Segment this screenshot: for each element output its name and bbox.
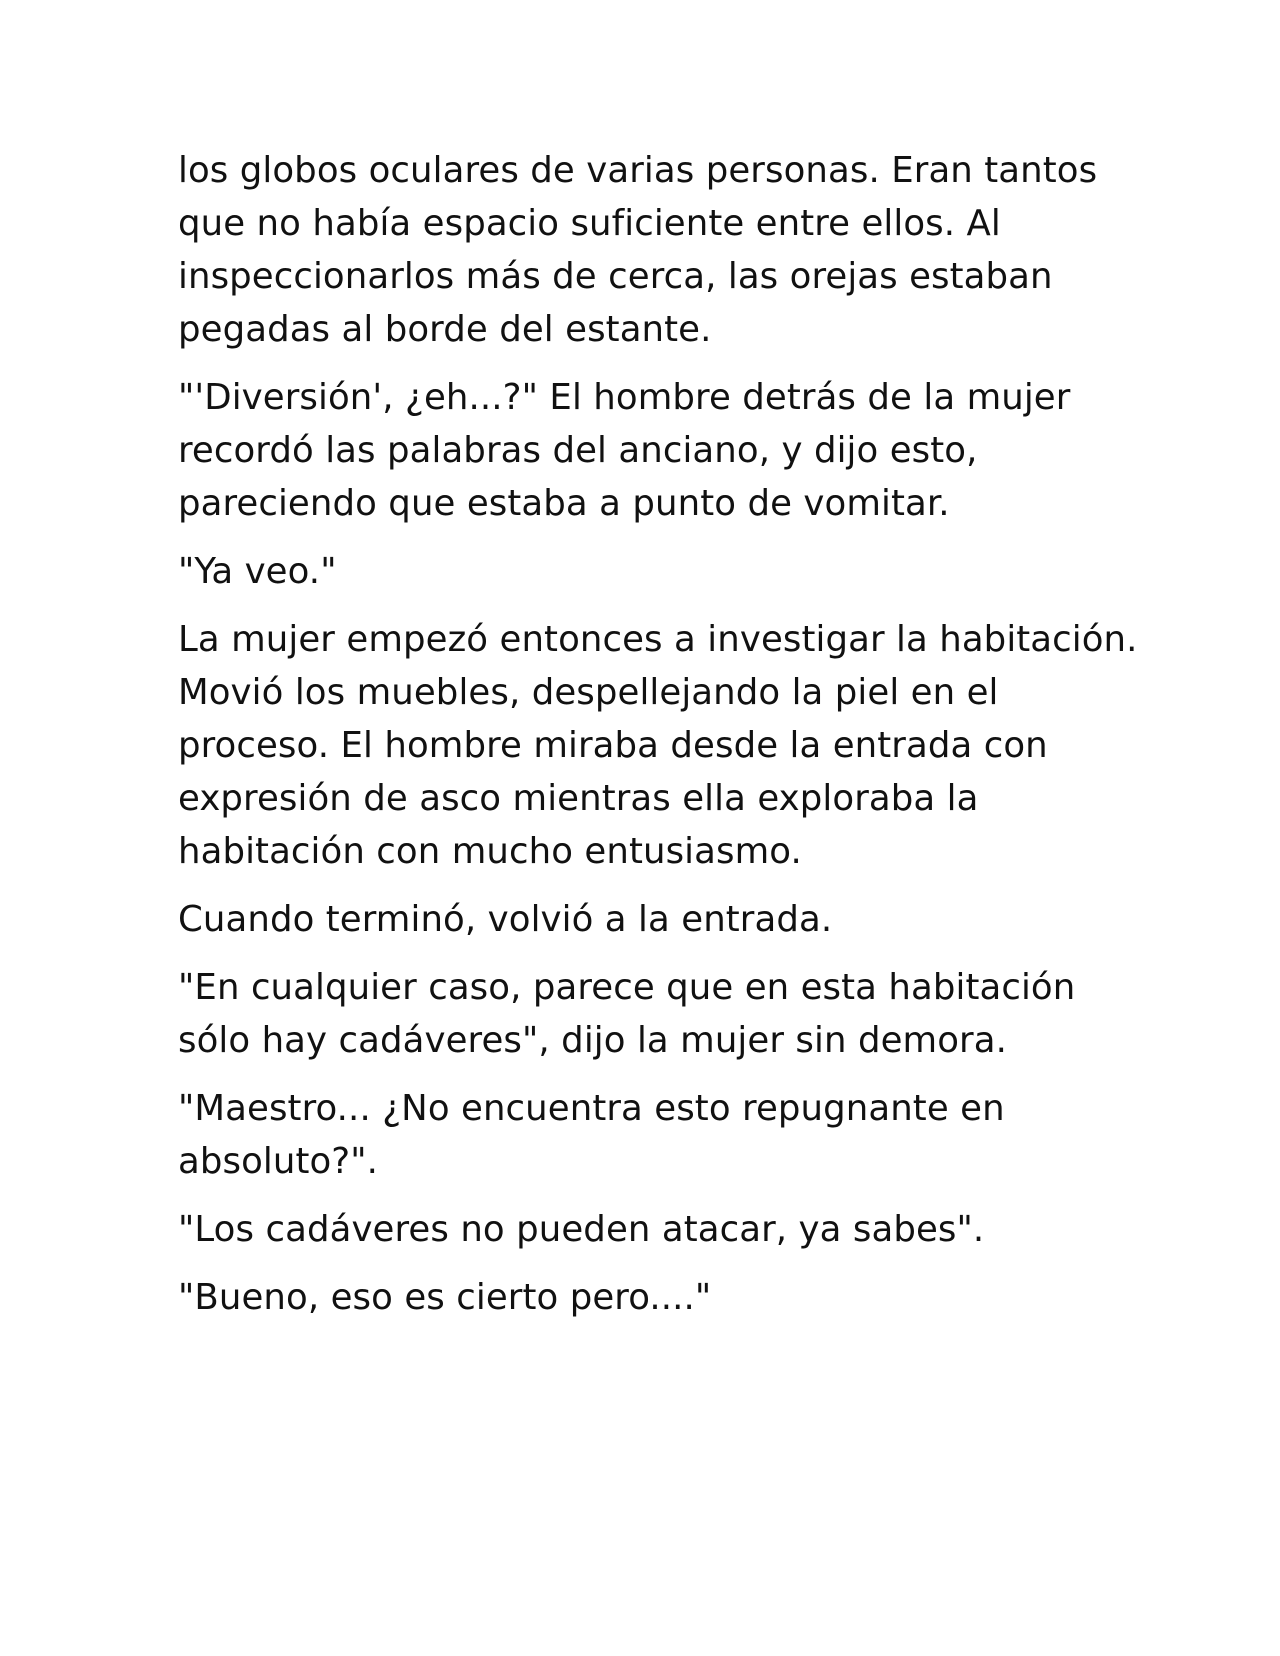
- paragraph: "Bueno, eso es cierto pero....": [178, 1277, 712, 1318]
- paragraph: "Maestro... ¿No encuentra esto repugnante en absoluto?".: [178, 1088, 1005, 1182]
- paragraph: "En cualquier caso, parece que en esta habitación sólo hay cadáveres", dijo la mujer sin demora.: [178, 967, 1076, 1061]
- paragraph: los globos oculares de varias personas. Eran tantos que no había espacio suficiente entre ellos. Al inspeccionarlos más de cerca, las orejas estaban pegadas al borde del estante.: [178, 150, 1098, 350]
- paragraph: "'Diversión', ¿eh...?" El hombre detrás de la mujer recordó las palabras del anciano, y dijo esto, pareciendo que estaba a punto de vomitar.: [178, 377, 1071, 524]
- paragraph: "Ya veo.": [178, 551, 337, 592]
- paragraph: La mujer empezó entonces a investigar la habitación. Movió los muebles, despellejando la piel en el proceso. El hombre miraba desde la entrada con expresión de asco mientras ella exploraba la habitación con mucho entusiasmo.: [178, 619, 1138, 872]
- paragraph: "Los cadáveres no pueden atacar, ya sabes".: [178, 1209, 985, 1250]
- paragraph: Cuando terminó, volvió a la entrada.: [178, 899, 833, 940]
- document-page: [178, 144, 1138, 1339]
